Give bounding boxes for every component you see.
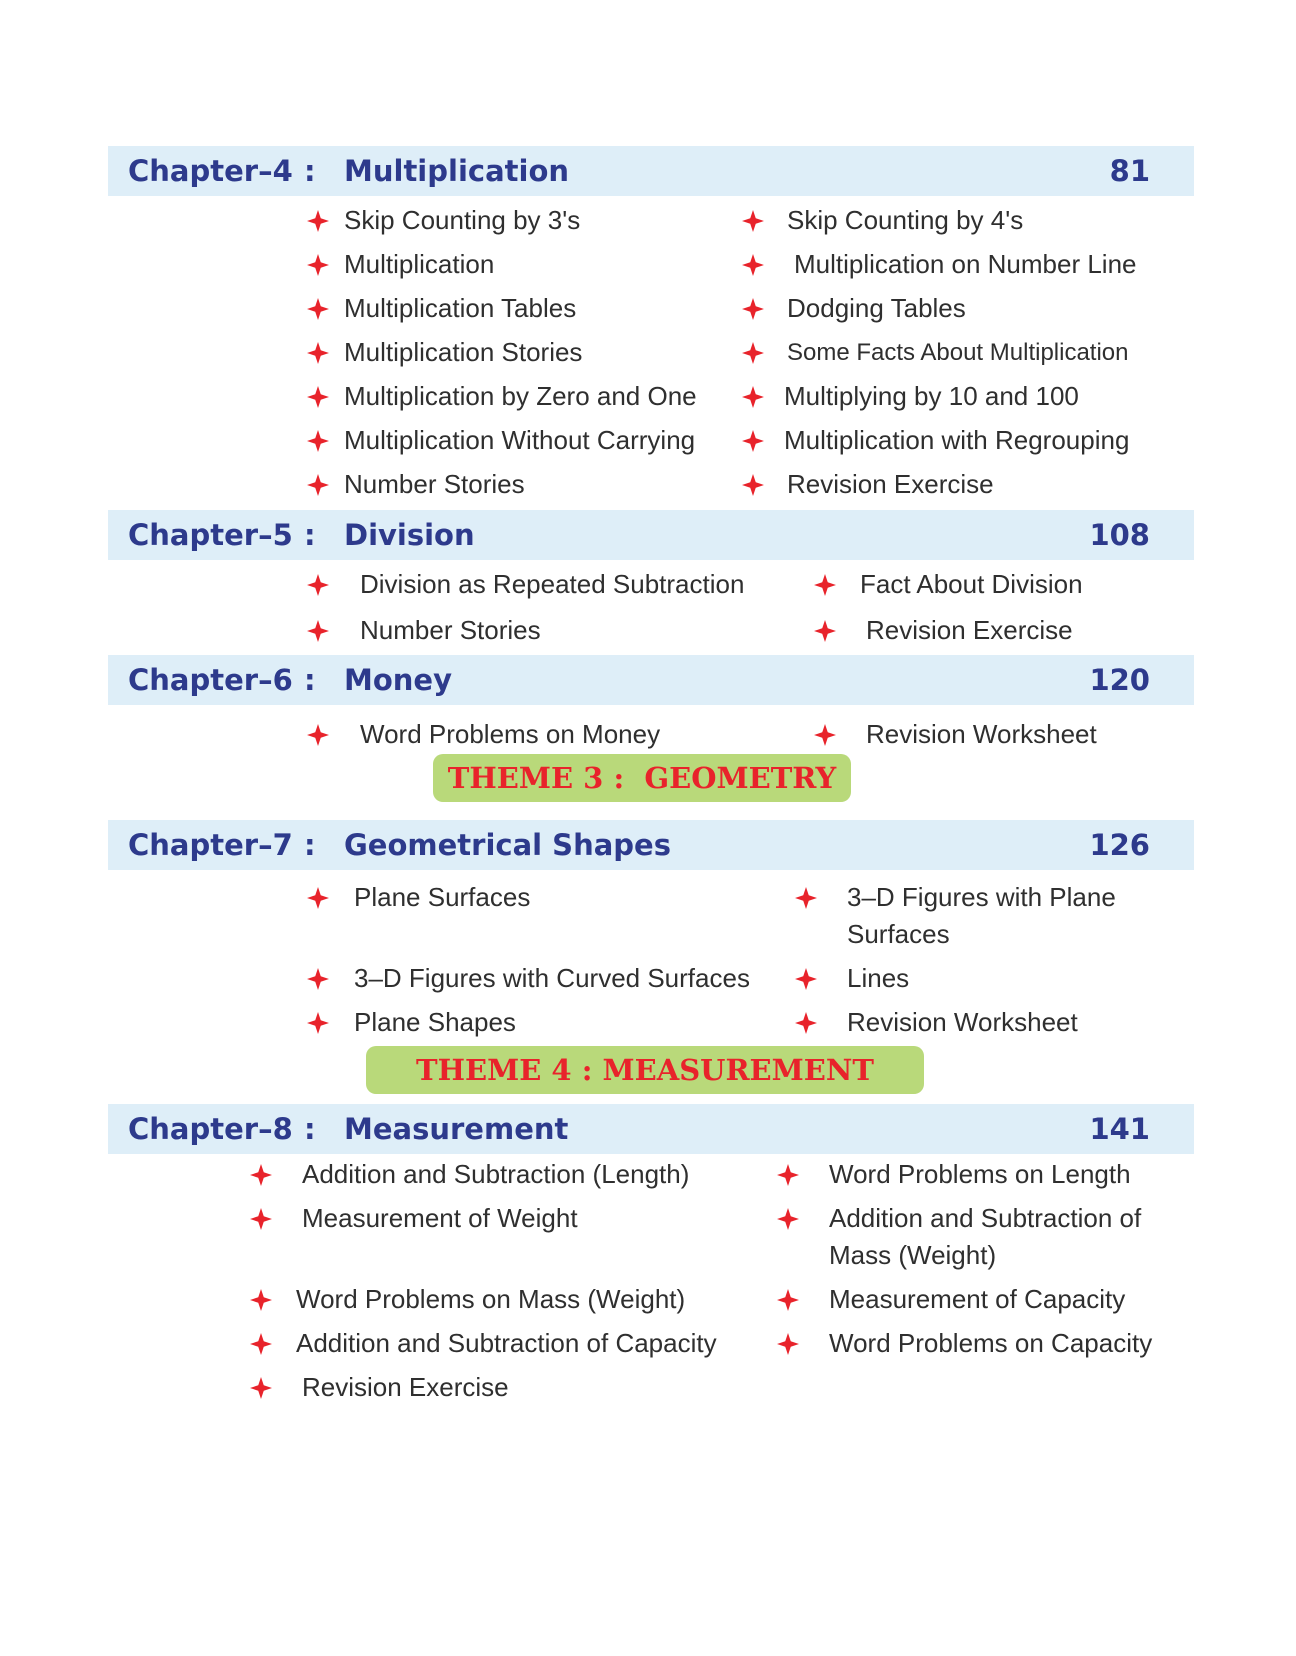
topic-item: Word Problems on Capacity	[829, 1328, 1153, 1358]
bullet-star-icon	[795, 887, 817, 909]
topic-item: Some Facts About Multiplication	[787, 339, 1129, 366]
topic-item: Revision Worksheet	[866, 719, 1097, 749]
chapter-label: Chapter–6	[128, 663, 293, 697]
topic-item: Multiplication	[344, 249, 495, 279]
bullet-star-icon	[307, 724, 329, 746]
bullet-star-icon	[777, 1208, 799, 1230]
theme-label: THEME 3 : GEOMETRY	[447, 761, 837, 795]
bullet-star-icon	[795, 968, 817, 990]
chapter-page-number: 108	[1089, 518, 1150, 552]
bullet-star-icon	[742, 342, 764, 364]
chapter-title: Money	[344, 663, 452, 697]
bullet-star-icon	[795, 1012, 817, 1034]
topic-item: Measurement of Capacity	[829, 1284, 1126, 1314]
chapter-label: Chapter–5	[128, 518, 293, 552]
topic-item: Revision Worksheet	[847, 1007, 1078, 1037]
topic-item: Revision Exercise	[302, 1372, 509, 1402]
topic-item: Addition and Subtraction (Length)	[302, 1159, 690, 1189]
chapter-title: Multiplication	[344, 154, 570, 188]
topic-item: Division as Repeated Subtraction	[360, 569, 745, 599]
chapter-8-header	[108, 1104, 1194, 1154]
chapter-7-header	[108, 820, 1194, 870]
theme-4-banner	[366, 1046, 924, 1094]
topic-item-continuation: Surfaces	[847, 919, 950, 949]
topic-item: Multiplication Stories	[344, 337, 583, 367]
topic-item: Multiplication on Number Line	[794, 249, 1137, 279]
bullet-star-icon	[307, 968, 329, 990]
chapter-page-number: 81	[1109, 154, 1150, 188]
bullet-star-icon	[307, 342, 329, 364]
bullet-star-icon	[307, 254, 329, 276]
topic-item: Addition and Subtraction of Capacity	[296, 1328, 717, 1358]
topic-item: Multiplication by Zero and One	[344, 381, 697, 411]
bullet-star-icon	[742, 254, 764, 276]
chapter-4-header	[108, 146, 1194, 196]
topic-item: Revision Exercise	[866, 615, 1073, 645]
topic-item: Skip Counting by 3's	[344, 205, 581, 235]
bullet-star-icon	[250, 1164, 272, 1186]
bullet-star-icon	[307, 210, 329, 232]
chapter-title: Geometrical Shapes	[344, 828, 671, 862]
theme-3-banner	[433, 754, 851, 802]
topic-item: Multiplication Tables	[344, 293, 577, 323]
topic-item: Word Problems on Mass (Weight)	[296, 1284, 686, 1314]
topic-item: Plane Surfaces	[354, 882, 531, 912]
chapter-page-number: 141	[1089, 1112, 1150, 1146]
chapter-label: Chapter–4	[128, 154, 293, 188]
topic-item: Multiplication Without Carrying	[344, 425, 696, 455]
bullet-star-icon	[742, 474, 764, 496]
topic-item: 3–D Figures with Curved Surfaces	[354, 963, 750, 993]
topic-item: Revision Exercise	[787, 469, 994, 499]
chapter-colon: :	[304, 663, 316, 697]
topic-item: Plane Shapes	[354, 1007, 516, 1037]
bullet-star-icon	[814, 620, 836, 642]
chapter-title: Measurement	[344, 1112, 569, 1146]
topic-item: Dodging Tables	[787, 293, 966, 323]
topic-item: Fact About Division	[860, 569, 1083, 599]
chapter-label: Chapter–7	[128, 828, 293, 862]
chapter-label: Chapter–8	[128, 1112, 293, 1146]
topic-item: Number Stories	[344, 469, 525, 499]
chapter-page-number: 120	[1089, 663, 1150, 697]
topic-item: Skip Counting by 4's	[787, 205, 1024, 235]
bullet-star-icon	[742, 298, 764, 320]
topic-item: Word Problems on Length	[829, 1159, 1131, 1189]
bullet-star-icon	[742, 430, 764, 452]
bullet-star-icon	[307, 474, 329, 496]
chapter-colon: :	[304, 828, 316, 862]
bullet-star-icon	[307, 386, 329, 408]
bullet-star-icon	[742, 210, 764, 232]
topic-item: Word Problems on Money	[360, 719, 661, 749]
bullet-star-icon	[250, 1208, 272, 1230]
chapter-6-header	[108, 655, 1194, 705]
topic-item-continuation: Mass (Weight)	[829, 1240, 997, 1270]
bullet-star-icon	[307, 430, 329, 452]
chapter-page-number: 126	[1089, 828, 1150, 862]
bullet-star-icon	[307, 574, 329, 596]
bullet-star-icon	[814, 574, 836, 596]
topic-item: Multiplying by 10 and 100	[784, 381, 1079, 411]
topic-item: Multiplication with Regrouping	[784, 425, 1130, 455]
topic-item: Number Stories	[360, 615, 541, 645]
bullet-star-icon	[777, 1164, 799, 1186]
chapter-colon: :	[304, 518, 316, 552]
bullet-star-icon	[250, 1289, 272, 1311]
chapter-colon: :	[304, 1112, 316, 1146]
theme-label: THEME 4 : MEASUREMENT	[416, 1053, 874, 1087]
chapter-title: Division	[344, 518, 475, 552]
bullet-star-icon	[307, 887, 329, 909]
bullet-star-icon	[777, 1333, 799, 1355]
topic-item: 3–D Figures with Plane	[847, 882, 1116, 912]
bullet-star-icon	[307, 1012, 329, 1034]
bullet-star-icon	[814, 724, 836, 746]
chapter-5-header	[108, 510, 1194, 560]
topic-item: Addition and Subtraction of	[829, 1203, 1142, 1233]
bullet-star-icon	[742, 386, 764, 408]
bullet-star-icon	[307, 620, 329, 642]
topic-item: Lines	[847, 963, 910, 993]
bullet-star-icon	[250, 1333, 272, 1355]
bullet-star-icon	[307, 298, 329, 320]
topic-item: Measurement of Weight	[302, 1203, 578, 1233]
chapter-colon: :	[304, 154, 316, 188]
bullet-star-icon	[250, 1377, 272, 1399]
bullet-star-icon	[777, 1289, 799, 1311]
